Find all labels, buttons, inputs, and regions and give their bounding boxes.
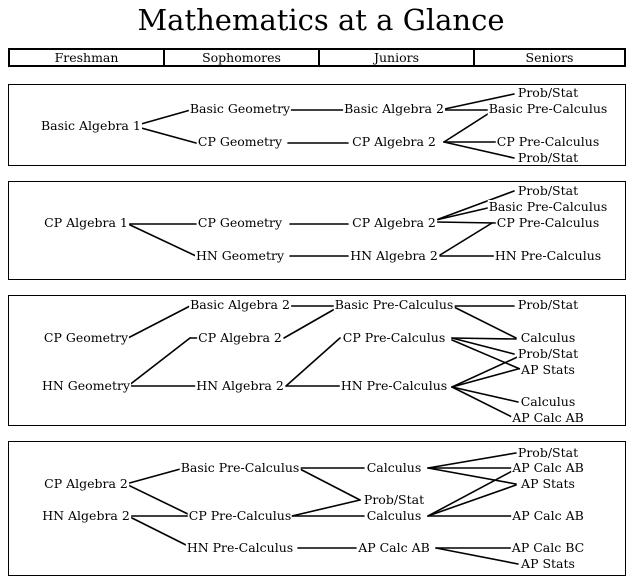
page-title: Mathematics at a Glance — [137, 3, 505, 37]
course-basic-geometry: Basic Geometry — [189, 101, 291, 116]
course-cp-pre-calculus: CP Pre-Calculus — [188, 508, 292, 523]
course-cp-algebra-2: CP Algebra 2 — [352, 134, 436, 149]
header-freshman: Freshman — [10, 50, 165, 65]
course-hn-geometry: HN Geometry — [41, 378, 131, 393]
course-calculus: Calculus — [366, 460, 422, 475]
course-prob-stat: Prob/Stat — [517, 297, 579, 312]
course-hn-pre-calculus: HN Pre-Calculus — [340, 378, 448, 393]
header-sophomores: Sophomores — [165, 50, 320, 65]
course-hn-geometry: HN Geometry — [195, 248, 285, 263]
course-ap-calc-ab: AP Calc AB — [358, 540, 430, 555]
course-hn-pre-calculus: HN Pre-Calculus — [186, 540, 294, 555]
course-cp-geometry: CP Geometry — [197, 215, 283, 230]
course-cp-geometry: CP Geometry — [197, 134, 283, 149]
course-prob-stat: Prob/Stat — [517, 150, 579, 165]
course-ap-calc-ab: AP Calc AB — [512, 410, 584, 425]
grade-header-row — [8, 48, 626, 67]
course-basic-pre-calculus: Basic Pre-Calculus — [334, 297, 454, 312]
header-seniors: Seniors — [525, 50, 574, 65]
course-basic-algebra-2: Basic Algebra 2 — [344, 101, 444, 116]
course-cp-algebra-1: CP Algebra 1 — [44, 215, 128, 230]
course-ap-stats: AP Stats — [521, 362, 575, 377]
course-cp-algebra-2: CP Algebra 2 — [44, 476, 128, 491]
course-prob-stat: Prob/Stat — [363, 492, 425, 507]
course-prob-stat: Prob/Stat — [517, 183, 579, 198]
course-prob-stat: Prob/Stat — [517, 346, 579, 361]
course-hn-pre-calculus: HN Pre-Calculus — [494, 248, 602, 263]
course-basic-pre-calculus: Basic Pre-Calculus — [488, 101, 608, 116]
course-hn-algebra-2: HN Algebra 2 — [196, 378, 284, 393]
course-prob-stat: Prob/Stat — [517, 445, 579, 460]
course-basic-algebra-1: Basic Algebra 1 — [41, 118, 141, 133]
course-ap-calc-ab: AP Calc AB — [512, 460, 584, 475]
header-juniors: Juniors — [320, 50, 475, 65]
course-cp-pre-calculus: CP Pre-Calculus — [496, 134, 600, 149]
course-hn-algebra-2: HN Algebra 2 — [350, 248, 438, 263]
course-ap-calc-ab: AP Calc AB — [512, 508, 584, 523]
course-cp-pre-calculus: CP Pre-Calculus — [496, 215, 600, 230]
course-cp-pre-calculus: CP Pre-Calculus — [342, 330, 446, 345]
course-calculus: Calculus — [366, 508, 422, 523]
course-basic-pre-calculus: Basic Pre-Calculus — [488, 199, 608, 214]
course-ap-calc-bc: AP Calc BC — [511, 540, 585, 555]
course-cp-algebra-2: CP Algebra 2 — [352, 215, 436, 230]
course-basic-pre-calculus: Basic Pre-Calculus — [180, 460, 300, 475]
course-basic-algebra-2: Basic Algebra 2 — [190, 297, 290, 312]
course-prob-stat: Prob/Stat — [517, 85, 579, 100]
course-cp-geometry: CP Geometry — [43, 330, 129, 345]
course-cp-algebra-2: CP Algebra 2 — [198, 330, 282, 345]
course-ap-stats: AP Stats — [521, 476, 575, 491]
course-calculus: Calculus — [520, 394, 576, 409]
course-calculus: Calculus — [520, 330, 576, 345]
course-ap-stats: AP Stats — [521, 556, 575, 571]
course-hn-algebra-2: HN Algebra 2 — [42, 508, 130, 523]
